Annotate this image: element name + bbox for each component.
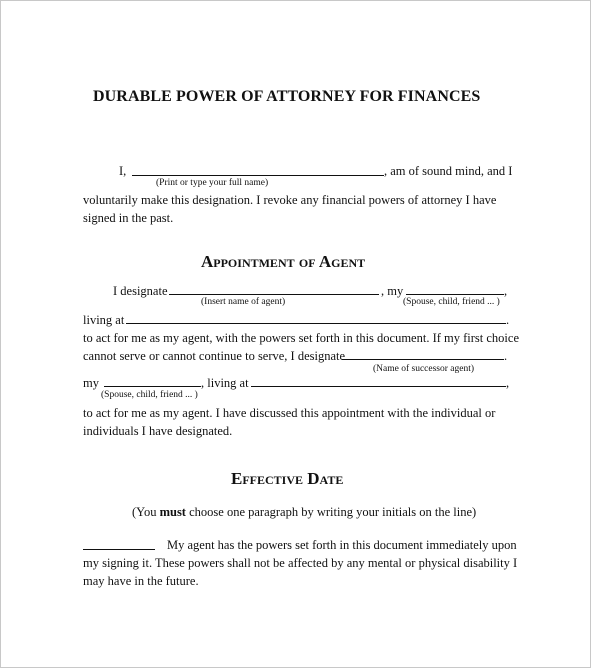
immediate-line-1: My agent has the powers set forth in this document immediately upon	[167, 538, 517, 552]
effective-instructions	[132, 505, 476, 520]
address-comma-2: ,	[506, 376, 510, 390]
successor-address-field[interactable]	[251, 386, 506, 387]
agent-relation-field[interactable]	[406, 294, 504, 295]
intro-line-2: voluntarily make this designation. I revoke any financial powers of attorney I have	[83, 193, 497, 207]
initials-field-immediate[interactable]	[83, 549, 155, 550]
relation-comma: ,	[504, 284, 508, 298]
instr-must: must	[159, 505, 186, 519]
successor-relation-hint: (Spouse, child, friend ... )	[101, 390, 198, 400]
agent-name-field[interactable]	[169, 294, 379, 295]
agent-relation-hint: (Spouse, child, friend ... )	[403, 297, 500, 307]
designate-label: I designate	[113, 284, 168, 298]
successor-period: .	[504, 349, 508, 363]
successor-agent-hint: (Name of successor agent)	[373, 364, 475, 374]
agent-address-field[interactable]	[126, 323, 506, 324]
individuals-line: individuals I have designated.	[83, 424, 233, 438]
successor-relation-field[interactable]	[104, 386, 201, 387]
discussed-line: to act for me as my agent. I have discussed this appointment with the individual or	[83, 406, 496, 420]
immediate-line-2: my signing it. These powers shall not be affected by any mental or physical disability I	[83, 556, 518, 570]
intro-after-name: , am of sound mind, and I	[384, 164, 513, 178]
successor-agent-field[interactable]	[342, 359, 504, 360]
living-at-label: living at	[83, 313, 125, 327]
section-heading-effective-date: Effective Date	[231, 469, 344, 488]
section-heading-appointment: Appointment of Agent	[201, 252, 366, 271]
instr-pre: (You	[132, 505, 160, 519]
my-label: , my	[381, 284, 404, 298]
full-name-hint: (Print or type your full name)	[156, 178, 269, 188]
address-period: .	[506, 313, 510, 327]
intro-i-label: I,	[119, 164, 127, 178]
cannot-serve-line: cannot serve or cannot continue to serve, I designate	[83, 349, 346, 363]
act-line: to act for me as my agent, with the powers set forth in this document. If my first choice	[83, 331, 519, 345]
agent-name-hint: (Insert name of agent)	[201, 297, 286, 307]
document-title: DURABLE POWER OF ATTORNEY FOR FINANCES	[93, 88, 481, 105]
my-label-2: my	[83, 376, 99, 390]
instr-post: choose one paragraph by writing your initials on the line)	[185, 505, 477, 519]
full-name-field[interactable]	[132, 175, 384, 176]
immediate-line-3: may have in the future.	[83, 574, 199, 588]
living-at-label-2: , living at	[201, 376, 249, 390]
intro-line-3: signed in the past.	[83, 211, 174, 225]
